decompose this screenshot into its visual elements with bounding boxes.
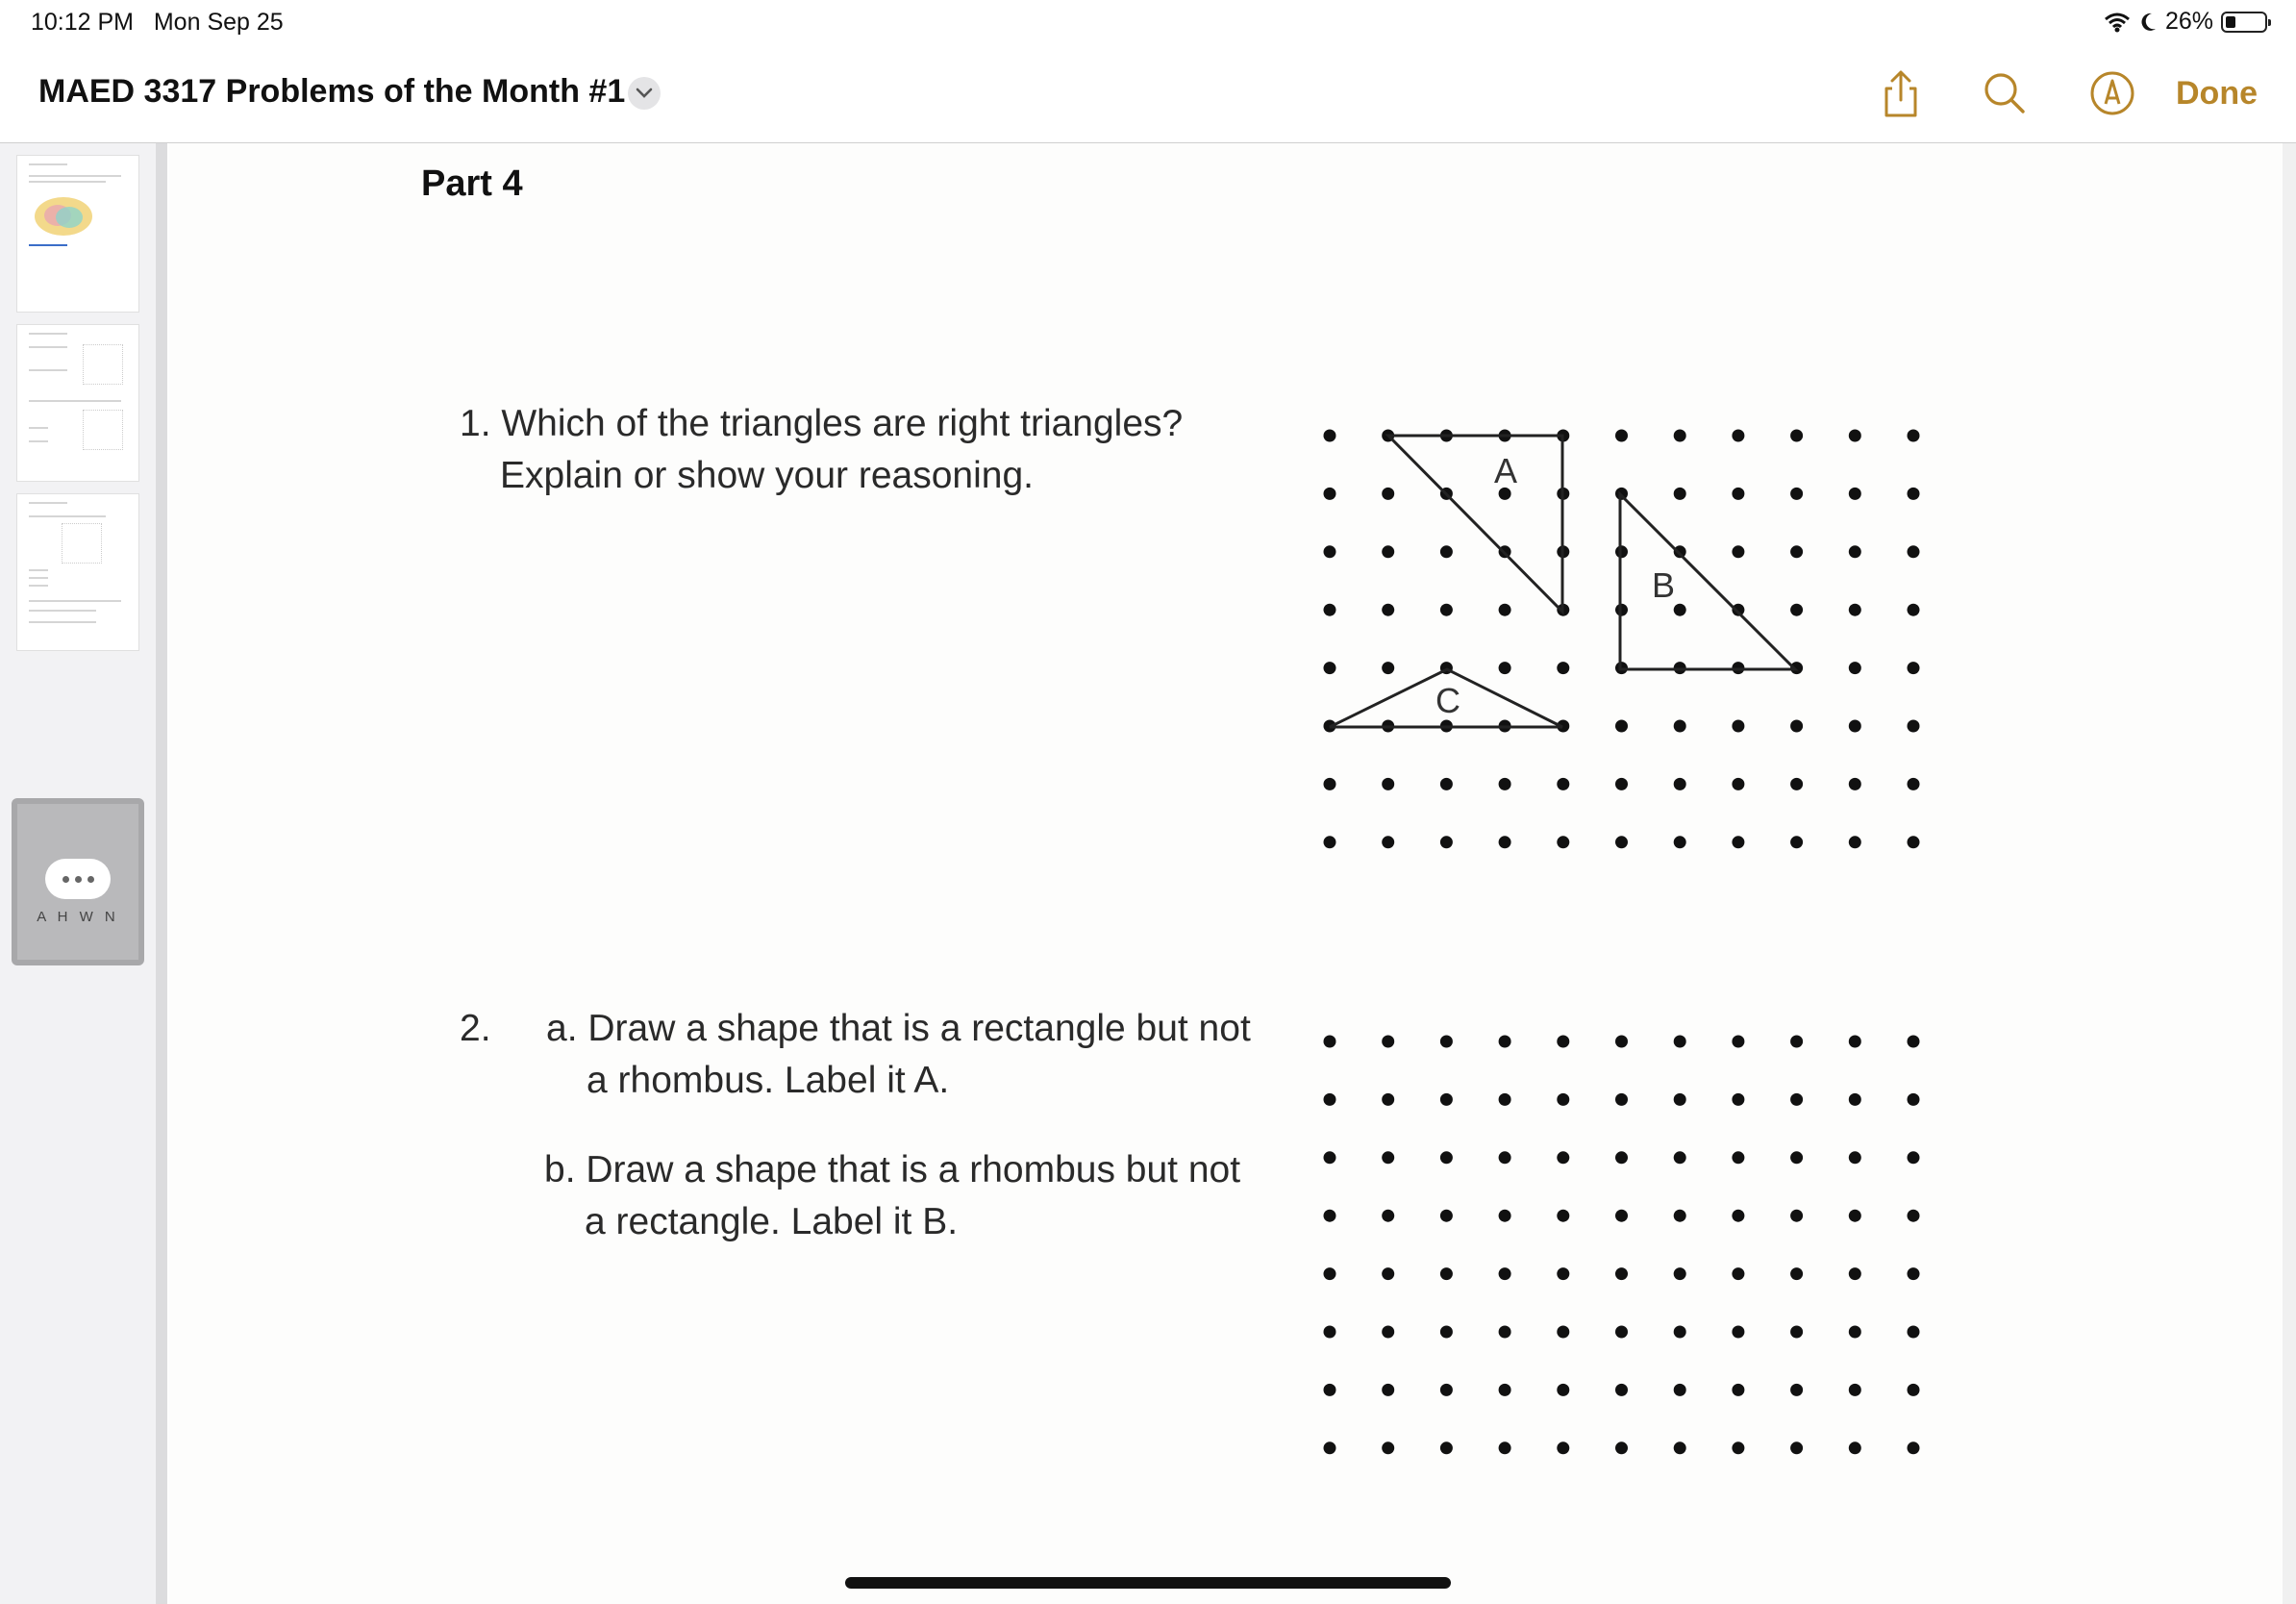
grid2-dot: [1849, 1036, 1861, 1048]
nav-bar: [0, 46, 2296, 143]
page-thumbnail-1[interactable]: [17, 156, 138, 312]
grid1-dot: [1908, 604, 1920, 616]
grid2-dot: [1790, 1210, 1803, 1222]
grid1-dot: [1440, 545, 1453, 558]
question-1-line-1: 1. Which of the triangles are right triangles?: [460, 403, 1184, 444]
done-button[interactable]: Done: [2176, 75, 2258, 112]
grid1-dot: [1674, 488, 1686, 500]
grid2-dot: [1499, 1384, 1511, 1396]
grid2-dot: [1615, 1384, 1628, 1396]
grid2-dot: [1849, 1326, 1861, 1339]
grid1-dot: [1324, 545, 1336, 558]
grid2-dot: [1382, 1326, 1394, 1339]
grid1-dot: [1382, 662, 1394, 674]
grid1-dot: [1382, 604, 1394, 616]
grid2-dot: [1732, 1384, 1744, 1396]
grid2-dot: [1324, 1384, 1336, 1396]
question-2b-line-2: a rectangle. Label it B.: [585, 1201, 959, 1242]
grid1-dot: [1440, 604, 1453, 616]
grid2-dot: [1908, 1326, 1920, 1339]
dot-grid-blank[interactable]: [1308, 1015, 1942, 1457]
grid1-dot: [1732, 545, 1744, 558]
wifi-icon: [2104, 12, 2131, 33]
grid2-dot: [1908, 1384, 1920, 1396]
triangle-b-label: B: [1651, 565, 1676, 605]
grid1-dot: [1732, 488, 1744, 500]
grid2-dot: [1790, 1093, 1803, 1106]
grid2-dot: [1557, 1326, 1569, 1339]
grid2-dot: [1790, 1441, 1803, 1454]
grid1-dot: [1382, 836, 1394, 848]
grid2-dot: [1615, 1267, 1628, 1280]
grid2-dot: [1382, 1036, 1394, 1048]
grid1-dot: [1324, 430, 1336, 442]
grid2-dot: [1849, 1384, 1861, 1396]
grid2-dot: [1499, 1036, 1511, 1048]
grid1-dot: [1440, 836, 1453, 848]
grid1-dot: [1849, 545, 1861, 558]
grid1-dot: [1674, 836, 1686, 848]
dot-grid-triangles: [1308, 409, 1942, 851]
question-1: [460, 398, 1325, 502]
title-menu-button[interactable]: [628, 77, 661, 110]
question-2-number: 2.: [460, 1008, 491, 1049]
grid1-dot: [1849, 488, 1861, 500]
grid2-dot: [1440, 1036, 1453, 1048]
grid2-dot: [1382, 1441, 1394, 1454]
grid2-dot: [1557, 1151, 1569, 1164]
grid1-dot: [1849, 836, 1861, 848]
thumbnail-more-button[interactable]: [45, 859, 111, 899]
grid1-dot: [1732, 836, 1744, 848]
grid1-dot: [1790, 430, 1803, 442]
battery-percent: 26%: [2164, 8, 2213, 35]
grid1-dot: [1849, 720, 1861, 733]
grid1-dot: [1674, 604, 1686, 616]
grid2-dot: [1849, 1441, 1861, 1454]
grid2-dot: [1499, 1267, 1511, 1280]
grid1-dot: [1790, 836, 1803, 848]
status-time: 10:12 PM Mon Sep 25: [31, 9, 284, 36]
grid1-dot: [1440, 778, 1453, 790]
grid2-dot: [1615, 1441, 1628, 1454]
venn-diagram-thumbnail: [33, 194, 94, 238]
grid1-dot: [1908, 836, 1920, 848]
grid1-dot: [1557, 662, 1569, 674]
grid1-dot: [1324, 488, 1336, 500]
grid2-dot: [1908, 1267, 1920, 1280]
battery-icon: [2221, 12, 2267, 33]
grid2-dot: [1382, 1093, 1394, 1106]
grid1-dot: [1499, 778, 1511, 790]
grid1-dot: [1382, 778, 1394, 790]
page-thumbnail-sidebar: [0, 143, 167, 1604]
grid1-dot: [1732, 778, 1744, 790]
grid1-dot: [1908, 545, 1920, 558]
grid1-dot: [1324, 836, 1336, 848]
grid2-dot: [1557, 1384, 1569, 1396]
question-2b-line-1: b. Draw a shape that is a rhombus but not: [544, 1149, 1241, 1190]
grid2-dot: [1790, 1267, 1803, 1280]
grid2-dot: [1557, 1093, 1569, 1106]
grid2-dot: [1382, 1384, 1394, 1396]
document-title[interactable]: MAED 3317 Problems of the Month #1: [38, 73, 626, 110]
grid1-dot: [1324, 778, 1336, 790]
grid2-dot: [1732, 1326, 1744, 1339]
grid2-dot: [1790, 1036, 1803, 1048]
grid2-dot: [1732, 1210, 1744, 1222]
grid2-dot: [1849, 1267, 1861, 1280]
grid2-dot: [1908, 1210, 1920, 1222]
grid2-dot: [1849, 1151, 1861, 1164]
grid1-dot: [1908, 720, 1920, 733]
grid2-dot: [1615, 1151, 1628, 1164]
grid1-dot: [1849, 430, 1861, 442]
grid2-dot: [1908, 1151, 1920, 1164]
grid1-dot: [1674, 778, 1686, 790]
grid1-dot: [1382, 488, 1394, 500]
triangle-c-label: C: [1435, 681, 1460, 720]
grid1-dot: [1849, 604, 1861, 616]
moon-icon: [2138, 12, 2158, 33]
grid2-dot: [1615, 1036, 1628, 1048]
grid2-dot: [1615, 1210, 1628, 1222]
chevron-down-icon: [636, 88, 653, 99]
grid2-dot: [1440, 1267, 1453, 1280]
grid1-dot: [1908, 488, 1920, 500]
grid2-dot: [1324, 1036, 1336, 1048]
grid1-dot: [1790, 545, 1803, 558]
grid1-dot: [1790, 778, 1803, 790]
grid1-dot: [1790, 720, 1803, 733]
grid2-dot: [1499, 1441, 1511, 1454]
grid2-dot: [1499, 1210, 1511, 1222]
grid1-dot: [1615, 720, 1628, 733]
markup-icon[interactable]: [2086, 67, 2138, 119]
grid2-dot: [1674, 1384, 1686, 1396]
page-thumbnail-2[interactable]: [17, 325, 138, 481]
grid1-dot: [1674, 430, 1686, 442]
grid1-dot: [1615, 430, 1628, 442]
grid2-dot: [1674, 1441, 1686, 1454]
grid2-dot: [1790, 1151, 1803, 1164]
grid1-dot: [1674, 545, 1686, 558]
home-indicator[interactable]: [845, 1577, 1451, 1589]
grid2-dot: [1557, 1210, 1569, 1222]
triangle-a: [1388, 436, 1562, 612]
question-2a-line-1: a. Draw a shape that is a rectangle but not: [546, 1008, 1251, 1049]
grid1-dot: [1908, 778, 1920, 790]
grid2-dot: [1324, 1151, 1336, 1164]
grid2-dot: [1674, 1151, 1686, 1164]
grid2-dot: [1440, 1151, 1453, 1164]
grid2-dot: [1382, 1267, 1394, 1280]
grid1-dot: [1790, 604, 1803, 616]
grid1-dot: [1615, 778, 1628, 790]
triangle-a-label: A: [1493, 451, 1518, 490]
grid2-dot: [1790, 1384, 1803, 1396]
grid2-dot: [1382, 1210, 1394, 1222]
grid1-dot: [1324, 662, 1336, 674]
grid2-dot: [1382, 1151, 1394, 1164]
grid1-dot: [1908, 430, 1920, 442]
grid1-dot: [1557, 778, 1569, 790]
grid2-dot: [1732, 1267, 1744, 1280]
grid2-dot: [1615, 1326, 1628, 1339]
grid1-dot: [1324, 604, 1336, 616]
battery-level: [2226, 16, 2235, 28]
question-2a: [546, 1003, 1277, 1107]
grid1-dot: [1908, 662, 1920, 674]
status-bar: [0, 0, 2296, 46]
grid2-dot: [1908, 1441, 1920, 1454]
grid2-dot: [1499, 1093, 1511, 1106]
grid1-dot: [1732, 430, 1744, 442]
grid2-dot: [1324, 1093, 1336, 1106]
grid2-dot: [1674, 1210, 1686, 1222]
grid1-dot: [1499, 604, 1511, 616]
grid2-dot: [1790, 1326, 1803, 1339]
grid2-dot: [1440, 1093, 1453, 1106]
grid2-dot: [1557, 1267, 1569, 1280]
grid2-dot: [1674, 1093, 1686, 1106]
status-date: Mon Sep 25: [153, 9, 284, 36]
grid1-dot: [1849, 662, 1861, 674]
grid1-dot: [1790, 488, 1803, 500]
page-edge: [2283, 143, 2296, 1604]
grid2-dot: [1732, 1036, 1744, 1048]
grid2-dot: [1440, 1326, 1453, 1339]
grid2-dot: [1615, 1093, 1628, 1106]
grid2-dot: [1674, 1267, 1686, 1280]
grid1-dot: [1849, 778, 1861, 790]
thumbnail-tags: A H W N: [37, 909, 119, 925]
grid2-dot: [1440, 1441, 1453, 1454]
grid1-dot: [1499, 662, 1511, 674]
grid2-dot: [1324, 1210, 1336, 1222]
grid2-dot: [1324, 1326, 1336, 1339]
grid2-dot: [1440, 1210, 1453, 1222]
grid2-dot: [1908, 1093, 1920, 1106]
grid2-dot: [1674, 1326, 1686, 1339]
question-2a-line-2: a rhombus. Label it A.: [586, 1060, 950, 1101]
grid2-dot: [1324, 1267, 1336, 1280]
grid1-dot: [1615, 836, 1628, 848]
grid2-dot: [1499, 1326, 1511, 1339]
grid2-dot: [1732, 1093, 1744, 1106]
page-thumbnail-3[interactable]: [17, 494, 138, 650]
triangle-b: [1620, 494, 1795, 669]
document-page[interactable]: [169, 143, 2284, 1604]
grid2-dot: [1732, 1151, 1744, 1164]
search-icon[interactable]: [1979, 67, 2031, 119]
grid1-dot: [1674, 720, 1686, 733]
grid1-dot: [1499, 836, 1511, 848]
grid2-dot: [1440, 1384, 1453, 1396]
grid2-dot: [1849, 1210, 1861, 1222]
grid1-dot: [1732, 720, 1744, 733]
question-1-line-2: Explain or show your reasoning.: [500, 455, 1034, 496]
dot-grid-2-dots: [1324, 1036, 1920, 1455]
share-icon[interactable]: [1875, 67, 1927, 119]
grid2-dot: [1732, 1441, 1744, 1454]
grid1-dot: [1382, 545, 1394, 558]
grid2-dot: [1324, 1441, 1336, 1454]
grid2-dot: [1674, 1036, 1686, 1048]
page-heading: Part 4: [421, 163, 523, 204]
grid2-dot: [1908, 1036, 1920, 1048]
question-2b: [544, 1144, 1275, 1248]
grid2-dot: [1499, 1151, 1511, 1164]
grid1-dot: [1557, 836, 1569, 848]
grid2-dot: [1557, 1036, 1569, 1048]
grid2-dot: [1849, 1093, 1861, 1106]
grid2-dot: [1557, 1441, 1569, 1454]
